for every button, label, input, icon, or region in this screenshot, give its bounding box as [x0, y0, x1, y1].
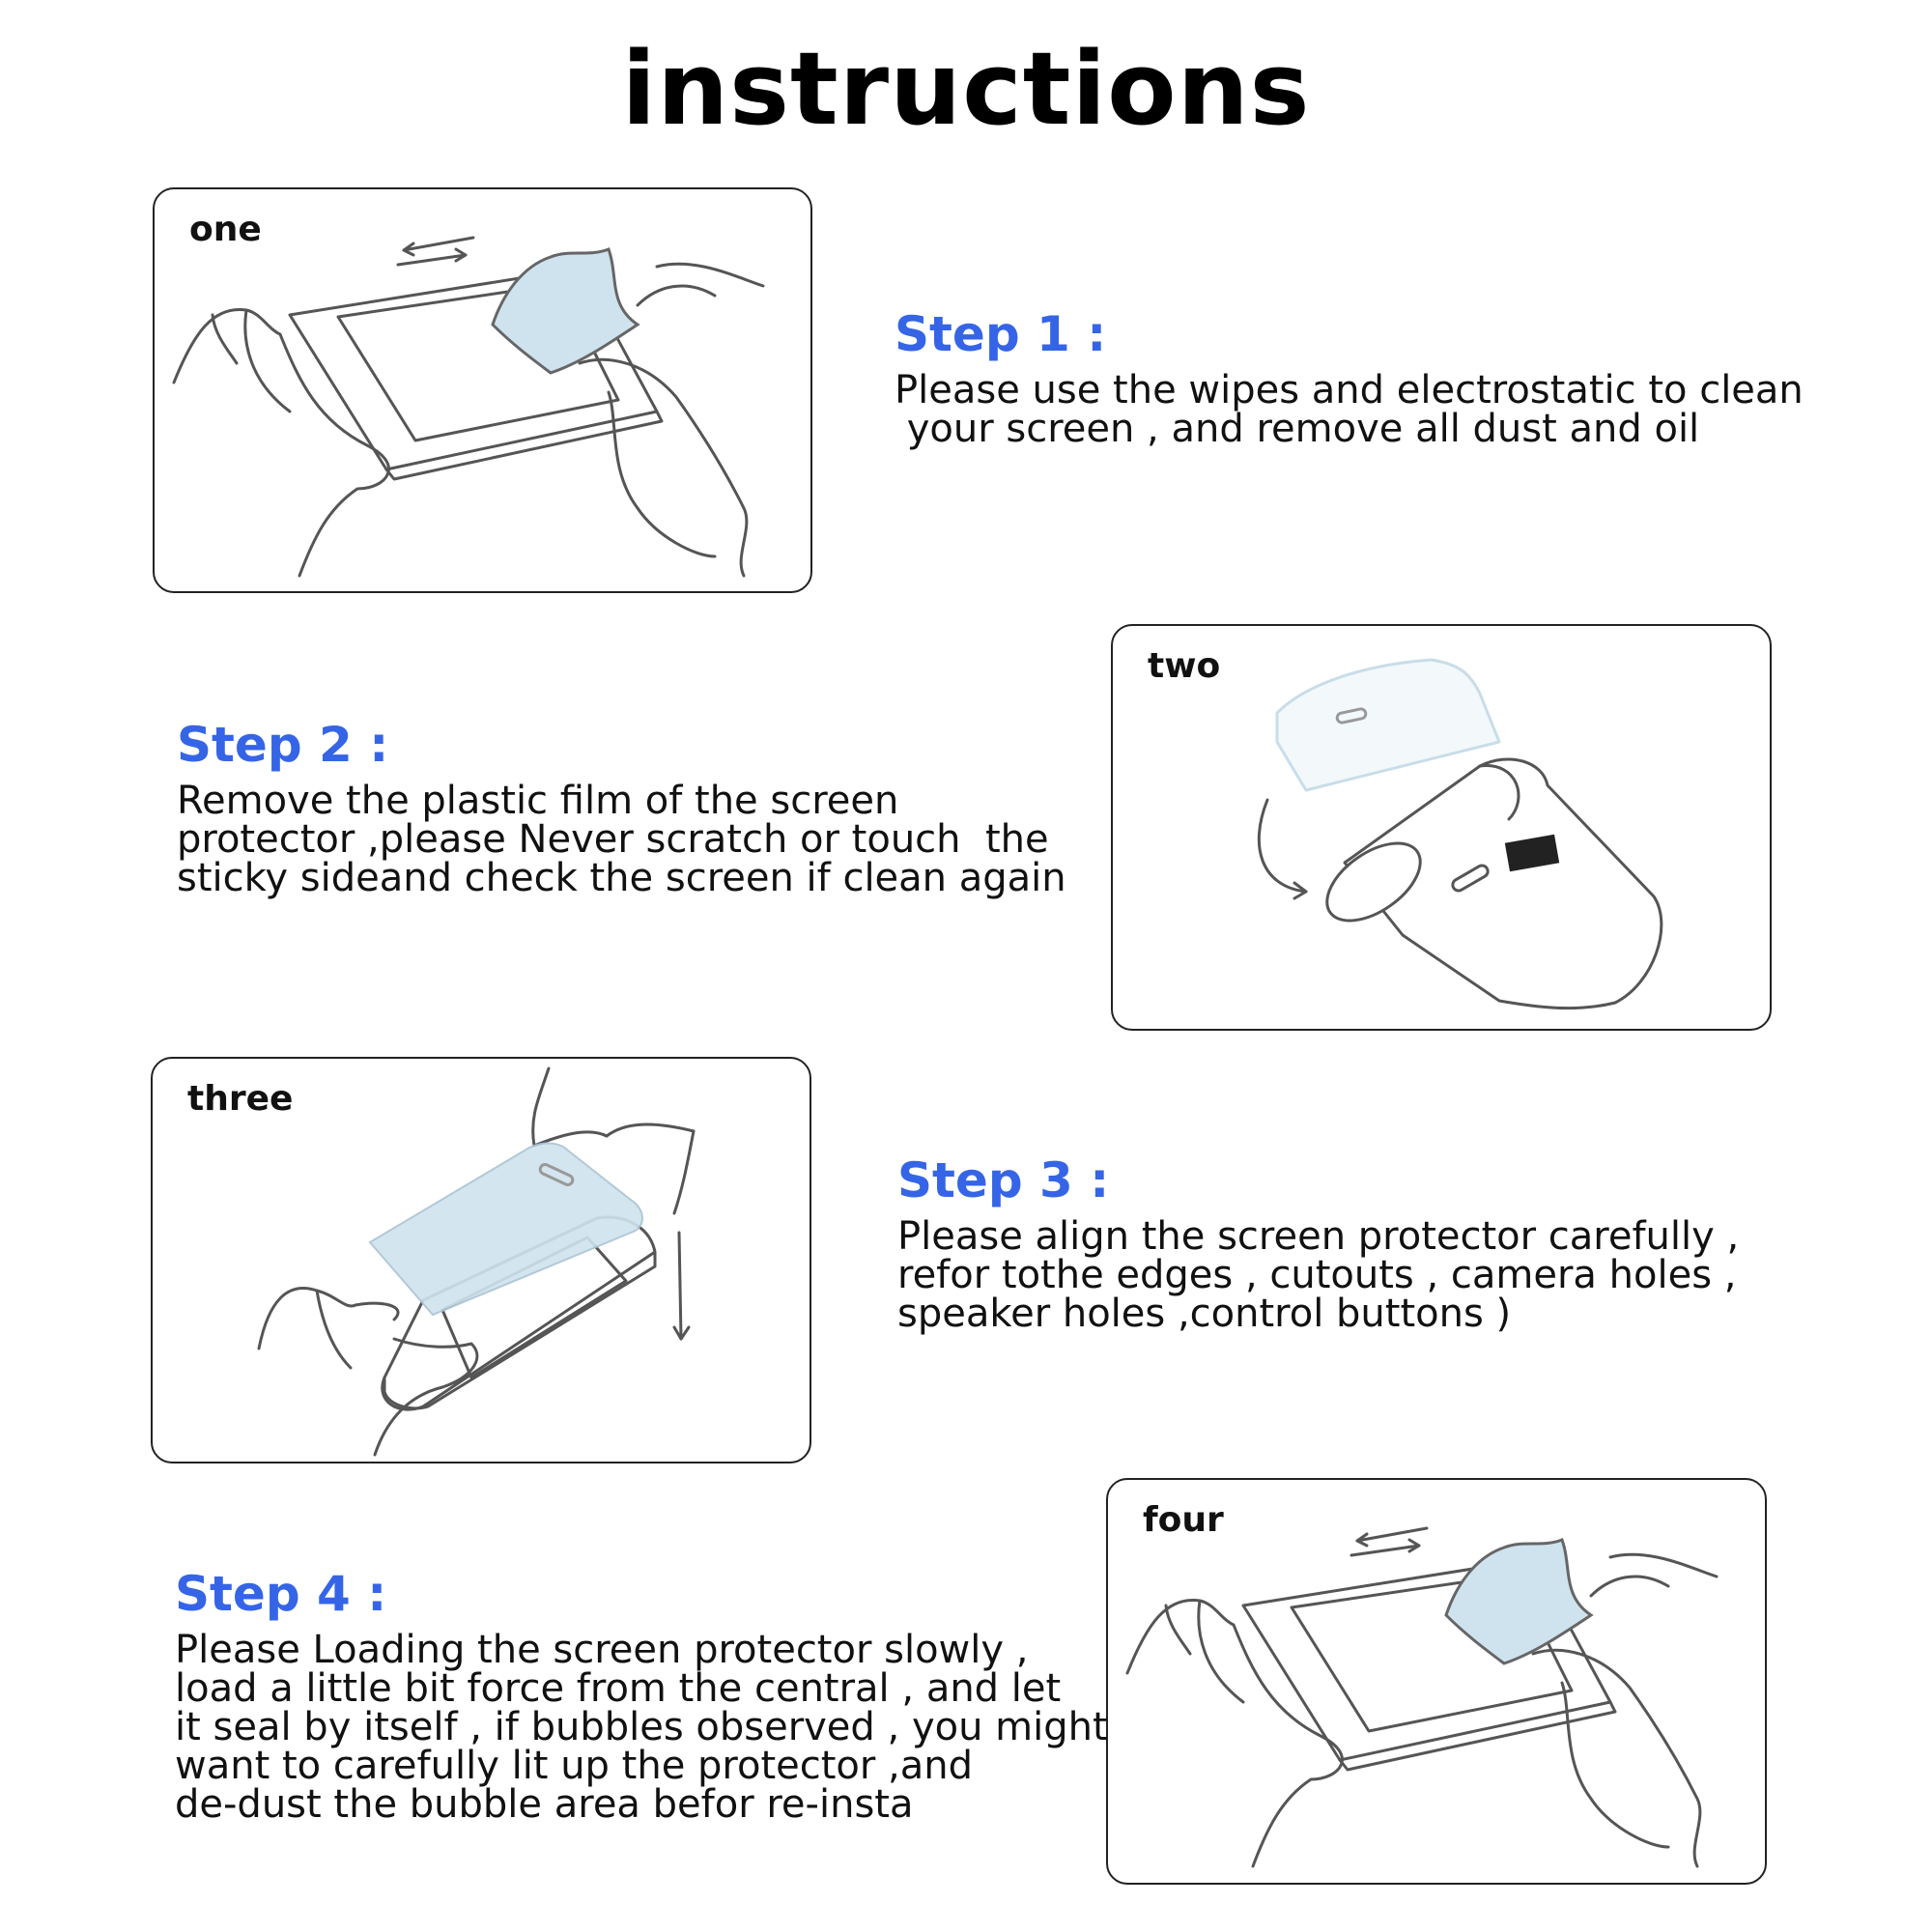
step-2-heading: Step 2 :: [177, 717, 389, 773]
load-protector-illustration: [1108, 1480, 1767, 1885]
step-1: [895, 305, 1804, 451]
panel-two: [1111, 624, 1772, 1031]
step-4-text: Please Loading the screen protector slowly , load a little bit force from the central , and let it seal by itself , if bubbles observed , you might want to carefully lit up the protector ,and de-dust the bubble area befor re-insta: [175, 1628, 1108, 1827]
step-4: [175, 1565, 1108, 1827]
panel-label-one: one: [189, 210, 262, 249]
step-1-heading: Step 1 :: [895, 306, 1107, 362]
panel-label-four: four: [1143, 1500, 1224, 1540]
step-3-heading: Step 3 :: [897, 1152, 1110, 1208]
step-2-text: Remove the plastic film of the screen protector ,please Never scratch or touch the sticky sideand check the screen if clean again: [177, 779, 1066, 900]
panel-label-two: two: [1148, 646, 1221, 686]
panel-four: [1106, 1478, 1767, 1885]
panel-label-three: three: [187, 1079, 294, 1119]
step-3-text: Please align the screen protector carefully , refor tothe edges , cutouts , camera holes , speaker holes ,control buttons ): [897, 1214, 1740, 1336]
step-3: [897, 1151, 1740, 1336]
page-title: instructions: [621, 30, 1311, 148]
align-protector-illustration: [153, 1059, 811, 1463]
wipe-screen-illustration: [155, 189, 812, 593]
peel-film-illustration: [1113, 626, 1772, 1031]
step-4-heading: Step 4 :: [175, 1566, 387, 1622]
panel-one: [153, 187, 812, 593]
step-2: [177, 716, 1066, 900]
step-1-text: Please use the wipes and electrostatic to clean your screen , and remove all dust and oil: [895, 368, 1804, 451]
panel-three: [151, 1057, 811, 1463]
